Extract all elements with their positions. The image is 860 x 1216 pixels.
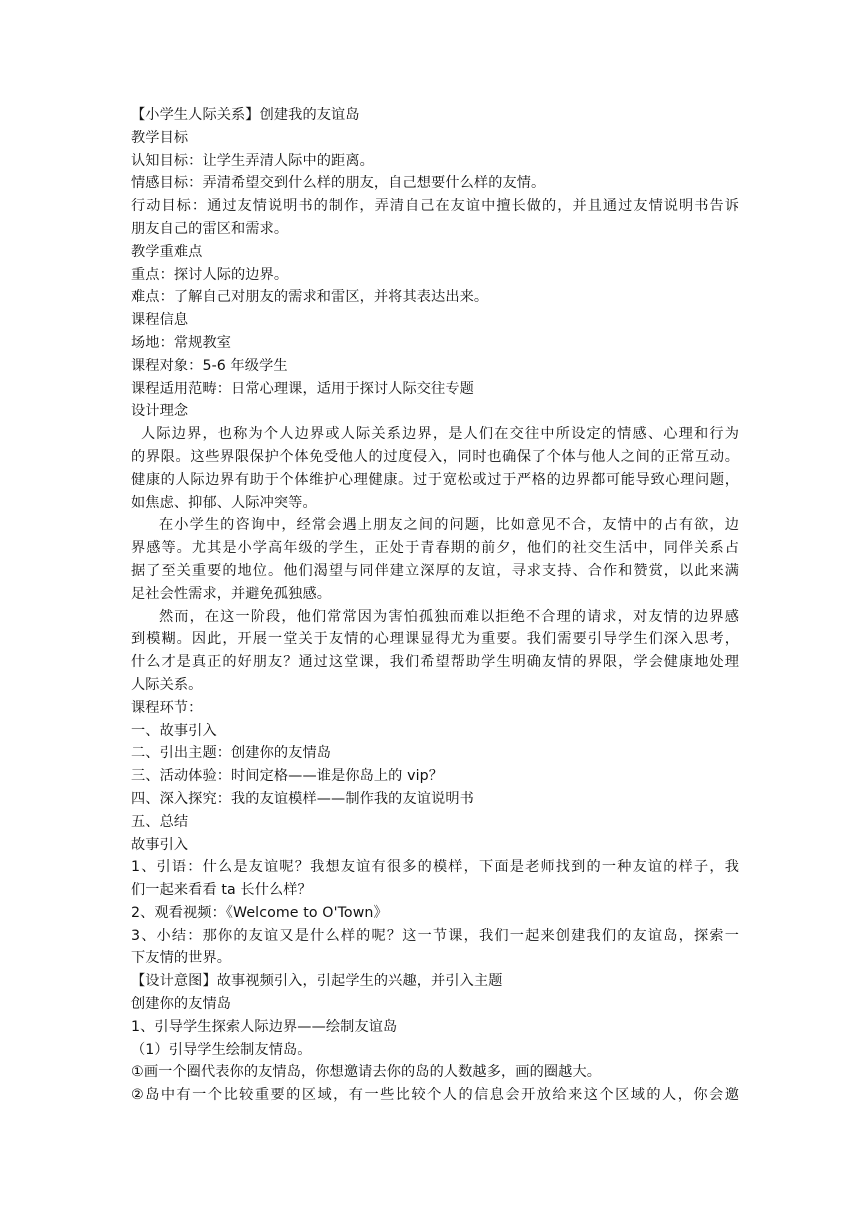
concept-paragraph-line: 如焦虑、抑郁、人际冲突等。: [131, 494, 317, 511]
difficult-point: 难点：了解自己对朋友的需求和雷区，并将其表达出来。: [131, 289, 489, 306]
concept-paragraph-line: 人际边界，也称为个人边界或人际关系边界，是人们在交往中所设定的情感、心理和行为: [141, 426, 739, 443]
heading-course-steps: 课程环节：: [131, 699, 203, 716]
heading-teaching-goals: 教学目标: [131, 129, 189, 146]
story-step-line: 3、小结：那你的友谊又是什么样的呢？这一节课，我们一起来创建我们的友谊岛，探索一: [131, 927, 739, 944]
story-step-line: 1、引语：什么是友谊呢？我想友谊有很多的模样，下面是老师找到的一种友谊的样子，我: [131, 859, 739, 876]
concept-paragraph-line: 据了至关重要的地位。他们渴望与同伴建立深厚的友谊，寻求支持、合作和赞赏，以此来满: [131, 562, 739, 579]
goal-action-line: 朋友自己的雷区和需求。: [131, 220, 289, 237]
island-step-line: ①画一个圈代表你的友情岛，你想邀请去你的岛的人数越多，画的圈越大。: [131, 1064, 602, 1081]
document-body: [131, 104, 739, 1107]
course-venue: 场地：常规教室: [131, 334, 232, 351]
concept-paragraph-line: 然而，在这一阶段，他们常常因为害怕孤独而难以拒绝不合理的请求，对友情的边界感: [159, 608, 739, 625]
concept-paragraph-line: 界感等。尤其是小学高年级的学生，正处于青春期的前夕，他们的社交生活中，同伴关系占: [131, 540, 739, 557]
concept-paragraph-line: 到模糊。因此，开展一堂关于友情的心理课显得尤为重要。我们需要引导学生们深入思考，: [131, 631, 739, 648]
course-scope: 课程适用范畴：日常心理课，适用于探讨人际交往专题: [131, 380, 474, 397]
heading-story-intro: 故事引入: [131, 836, 189, 853]
concept-paragraph-line: 人际关系。: [131, 676, 203, 693]
document-title: 【小学生人际关系】创建我的友谊岛: [131, 107, 360, 123]
island-step-line: （1）引导学生绘制友情岛。: [131, 1041, 312, 1058]
design-intent: 【设计意图】故事视频引入，引起学生的兴趣，并引入主题: [131, 973, 503, 990]
heading-create-island: 创建你的友情岛: [131, 996, 232, 1013]
concept-paragraph-line: 健康的人际边界有助于个体维护心理健康。过于宽松或过于严格的边界都可能导致心理问题，: [131, 471, 739, 488]
story-step-line: 2、观看视频：《Welcome to O'Town》: [131, 904, 388, 921]
heading-design-concept: 设计理念: [131, 403, 189, 420]
heading-key-points: 教学重难点: [131, 243, 203, 260]
course-step-item: 五、总结: [131, 813, 189, 830]
course-step-item: 三、活动体验：时间定格——谁是你岛上的 vip？: [131, 768, 444, 785]
island-step-line: 1、引导学生探索人际边界——绘制友谊岛: [131, 1018, 398, 1035]
island-step-line: ②岛中有一个比较重要的区域，有一些比较个人的信息会开放给来这个区域的人，你会邀: [131, 1087, 739, 1104]
course-step-item: 四、深入探究：我的友谊模样——制作我的友谊说明书: [131, 790, 474, 807]
story-step-line: 们一起来看看 ta 长什么样？: [131, 882, 312, 899]
concept-paragraph-line: 在小学生的咨询中，经常会遇上朋友之间的问题，比如意见不合，友情中的占有欲，边: [159, 517, 739, 534]
heading-course-info: 课程信息: [131, 312, 189, 329]
course-step-item: 一、故事引入: [131, 722, 217, 739]
course-audience: 课程对象：5-6 年级学生: [131, 357, 288, 374]
goal-action-line: 行动目标：通过友情说明书的制作，弄清自己在友谊中擅长做的，并且通过友情说明书告诉: [131, 198, 739, 215]
concept-paragraph-line: 足社会性需求，并避免孤独感。: [131, 585, 332, 602]
story-step-line: 下友情的世界。: [131, 950, 232, 967]
course-step-item: 二、引出主题：创建你的友情岛: [131, 745, 332, 762]
concept-paragraph-line: 什么才是真正的好朋友？通过这堂课，我们希望帮助学生明确友情的界限，学会健康地处理: [131, 654, 739, 671]
key-point: 重点：探讨人际的边界。: [131, 266, 289, 283]
goal-cognitive: 认知目标：让学生弄清人际中的距离。: [131, 152, 374, 169]
concept-paragraph-line: 的界限。这些界限保护个体免受他人的过度侵入，同时也确保了个体与他人之间的正常互动。: [131, 448, 739, 465]
goal-emotional: 情感目标：弄清希望交到什么样的朋友，自己想要什么样的友情。: [131, 175, 546, 192]
